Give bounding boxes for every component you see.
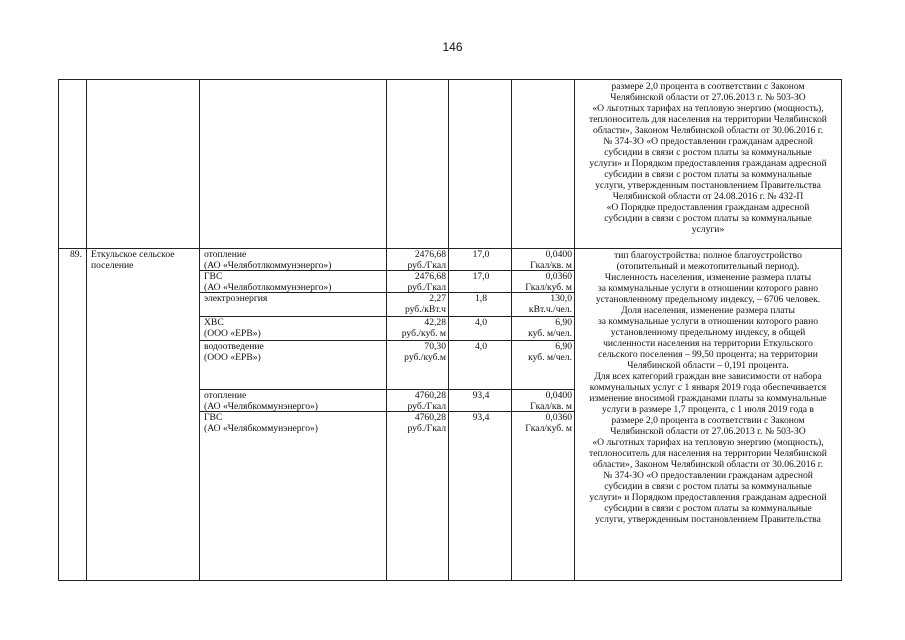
info-line: за коммунальные услуги в отношении которого равно	[597, 283, 819, 294]
norm-value: 0,0360	[545, 412, 572, 423]
row-number-text: 89.	[70, 249, 82, 260]
service-name: ХВС	[204, 317, 224, 328]
info-line: услуги в размере 1,7 процента, с 1 июля 2019 года в	[602, 404, 814, 415]
table-row	[59, 249, 842, 581]
info-line: размере 2,0 процента в соответствии с Законом	[611, 81, 805, 92]
norm-unit: Гкал/куб. м	[525, 423, 572, 434]
index-item	[449, 341, 511, 390]
tariff-item	[387, 271, 448, 293]
service-item	[200, 390, 386, 412]
info-line: тип благоустройства: полное благоустройство	[614, 250, 802, 261]
info-line: № 374-ЗО «О предоставлении гражданам адресной	[603, 136, 813, 147]
info-line: Челябинской области от 24.08.2016 г. № 432-П	[612, 191, 804, 202]
norm-unit: Гкал/кв. м	[530, 260, 572, 271]
norm-unit: кВт.ч./чел.	[528, 304, 572, 315]
norm-value: 6,90	[555, 341, 572, 352]
service-provider: (АО «Челяботлкоммунэнерго»)	[204, 260, 332, 271]
index-value: 17,0	[472, 271, 490, 282]
info-line: изменение вносимой гражданами платы за коммунальные	[589, 393, 827, 404]
norm-unit: куб. м/чел.	[528, 328, 572, 339]
index-item	[449, 293, 511, 317]
service-name: отопление	[204, 249, 247, 260]
service-name: водоотведение	[204, 341, 264, 352]
norm-item	[512, 249, 574, 271]
info-line: Численность населения, изменение размера платы	[604, 272, 812, 283]
index-item	[449, 390, 511, 412]
norm-unit: куб. м/чел.	[528, 352, 572, 363]
tariff-unit: руб./Гкал	[407, 423, 446, 434]
norm-item	[512, 412, 574, 434]
service-name: электроэнергия	[204, 293, 268, 304]
service-item	[200, 317, 386, 341]
service-provider: (АО «Челябкоммунэнерго»)	[204, 401, 318, 412]
info-line: услуги» и Порядком предоставления гражданам адресной	[589, 492, 827, 503]
index-value: 17,0	[472, 249, 490, 260]
tariff-unit: руб./Гкал	[407, 260, 446, 271]
tariff-value: 70,30	[424, 341, 446, 352]
norm-item	[512, 317, 574, 341]
info-line: субсидии в связи с ростом платы за коммунальные	[604, 169, 812, 180]
tariff-value: 42,28	[424, 317, 446, 328]
info-line: Челябинской области от 27.06.2013 г. № 503-ЗО	[610, 426, 806, 437]
continuation-number-cell	[59, 80, 87, 249]
tariff-table	[58, 79, 842, 581]
info-line: за коммунальные услуги в отношении которого равно	[597, 316, 819, 327]
info-line: услуги» и Порядком предоставления гражданам адресной	[589, 158, 827, 169]
tariff-value: 2,27	[429, 293, 446, 304]
info-line: Для всех категорий граждан вне зависимости от набора	[594, 371, 822, 382]
norm-value: 6,90	[555, 317, 572, 328]
info-line: Челябинской области – 0,191 процента.	[627, 360, 789, 371]
index-value: 4,0	[475, 317, 487, 328]
info-line: теплоноситель для населения на территории Челябинской	[589, 448, 827, 459]
continuation-tariff-cell	[387, 80, 449, 249]
service-item	[200, 271, 386, 293]
norm-unit: Гкал/куб. м	[525, 282, 572, 293]
tariff-cell	[387, 249, 449, 581]
service-provider: (АО «Челяботлкоммунэнерго»)	[204, 282, 332, 293]
tariff-value: 2476,68	[414, 249, 446, 260]
info-line: субсидии в связи с ростом платы за коммунальные	[604, 481, 812, 492]
index-value: 93,4	[472, 412, 490, 423]
info-line: теплоноситель для населения на территории Челябинской	[589, 114, 827, 125]
norm-value: 0,0360	[545, 271, 572, 282]
tariff-item	[387, 341, 448, 390]
info-line: услуги, утвержденным постановлением Правительства	[595, 180, 821, 191]
info-line: Челябинской области от 27.06.2013 г. № 503-ЗО	[610, 92, 806, 103]
info-line: № 374-ЗО «О предоставлении гражданам адресной	[603, 470, 813, 481]
continuation-municipality-cell	[87, 80, 200, 249]
tariff-value: 4760,28	[414, 390, 446, 401]
municipality-cell	[87, 249, 200, 581]
tariff-unit: руб./кВт.ч	[404, 304, 446, 315]
info-line: численности населения на территории Еткульского	[603, 338, 813, 349]
continuation-norm-cell	[512, 80, 575, 249]
norm-cell	[512, 249, 575, 581]
norm-unit: Гкал/кв. м	[530, 401, 572, 412]
info-cell	[575, 249, 842, 581]
info-line: услуги»	[691, 224, 725, 235]
municipality-name: поселение	[91, 260, 134, 271]
index-item	[449, 271, 511, 293]
service-provider: (АО «Челябкоммунэнерго»)	[204, 423, 318, 434]
norm-value: 0,0400	[545, 249, 572, 260]
norm-item	[512, 390, 574, 412]
tariff-item	[387, 293, 448, 317]
tariff-value: 4760,28	[414, 412, 446, 423]
continuation-row	[59, 80, 842, 249]
info-line: установленному предельному индексу, – 6706 человек.	[595, 294, 821, 305]
tariff-item	[387, 317, 448, 341]
municipality-name: Еткульское сельское	[91, 249, 175, 260]
info-line: установленному предельному индексу, в общей	[610, 327, 806, 338]
continuation-index-cell	[449, 80, 512, 249]
page-number: 146	[442, 40, 463, 54]
row-number	[59, 249, 87, 581]
norm-item	[512, 271, 574, 293]
service-name: ГВС	[204, 412, 223, 423]
index-value: 1,8	[475, 293, 487, 304]
continuation-info-cell	[575, 80, 842, 249]
continuation-service-cell	[200, 80, 387, 249]
service-item	[200, 293, 386, 317]
index-item	[449, 317, 511, 341]
info-line: субсидии в связи с ростом платы за коммунальные	[604, 503, 812, 514]
tariff-unit: руб./куб.м	[404, 352, 446, 363]
info-line: услуги, утвержденным постановлением Правительства	[595, 514, 821, 525]
tariff-value: 2476,68	[414, 271, 446, 282]
info-line: Доля населения, изменение размера платы	[621, 305, 795, 316]
tariff-item	[387, 249, 448, 271]
service-provider: (ООО «ЕРВ»)	[204, 352, 261, 363]
index-item	[449, 249, 511, 271]
info-line: «О льготных тарифах на тепловую энергию (мощность),	[592, 437, 824, 448]
info-line: области», Законом Челябинской области от 30.06.2016 г.	[592, 459, 824, 470]
info-line: размере 2,0 процента в соответствии с Законом	[611, 415, 805, 426]
index-value: 93,4	[472, 390, 490, 401]
tariff-item	[387, 390, 448, 412]
tariff-unit: руб./куб. м	[401, 328, 446, 339]
tariff-item	[387, 412, 448, 434]
service-name: ГВС	[204, 271, 223, 282]
tariff-unit: руб./Гкал	[407, 401, 446, 412]
service-item	[200, 249, 386, 271]
info-text	[577, 250, 839, 525]
continuation-info-text	[577, 81, 839, 235]
info-line: сельского поселения – 99,50 процента; на территории	[598, 349, 818, 360]
service-cell	[200, 249, 387, 581]
info-line: «О Порядке предоставления гражданам адресной	[606, 202, 810, 213]
info-line: (отопительный и межотопительный период).	[616, 261, 800, 272]
info-line: области», Законом Челябинской области от 30.06.2016 г.	[592, 125, 824, 136]
norm-item	[512, 341, 574, 390]
info-line: коммунальных услуг с 1 января 2019 года обеспечивается	[589, 382, 827, 393]
tariff-unit: руб./Гкал	[407, 282, 446, 293]
index-value: 4,0	[475, 341, 487, 352]
norm-item	[512, 293, 574, 317]
index-item	[449, 412, 511, 423]
service-name: отопление	[204, 390, 247, 401]
info-line: «О льготных тарифах на тепловую энергию (мощность),	[592, 103, 824, 114]
info-line: субсидии в связи с ростом платы за коммунальные	[604, 147, 812, 158]
service-item	[200, 341, 386, 390]
service-item	[200, 412, 386, 434]
service-provider: (ООО «ЕРВ»)	[204, 328, 261, 339]
index-cell	[449, 249, 512, 581]
norm-value: 0,0400	[545, 390, 572, 401]
info-line: субсидии в связи с ростом платы за коммунальные	[604, 213, 812, 224]
norm-value: 130,0	[550, 293, 572, 304]
